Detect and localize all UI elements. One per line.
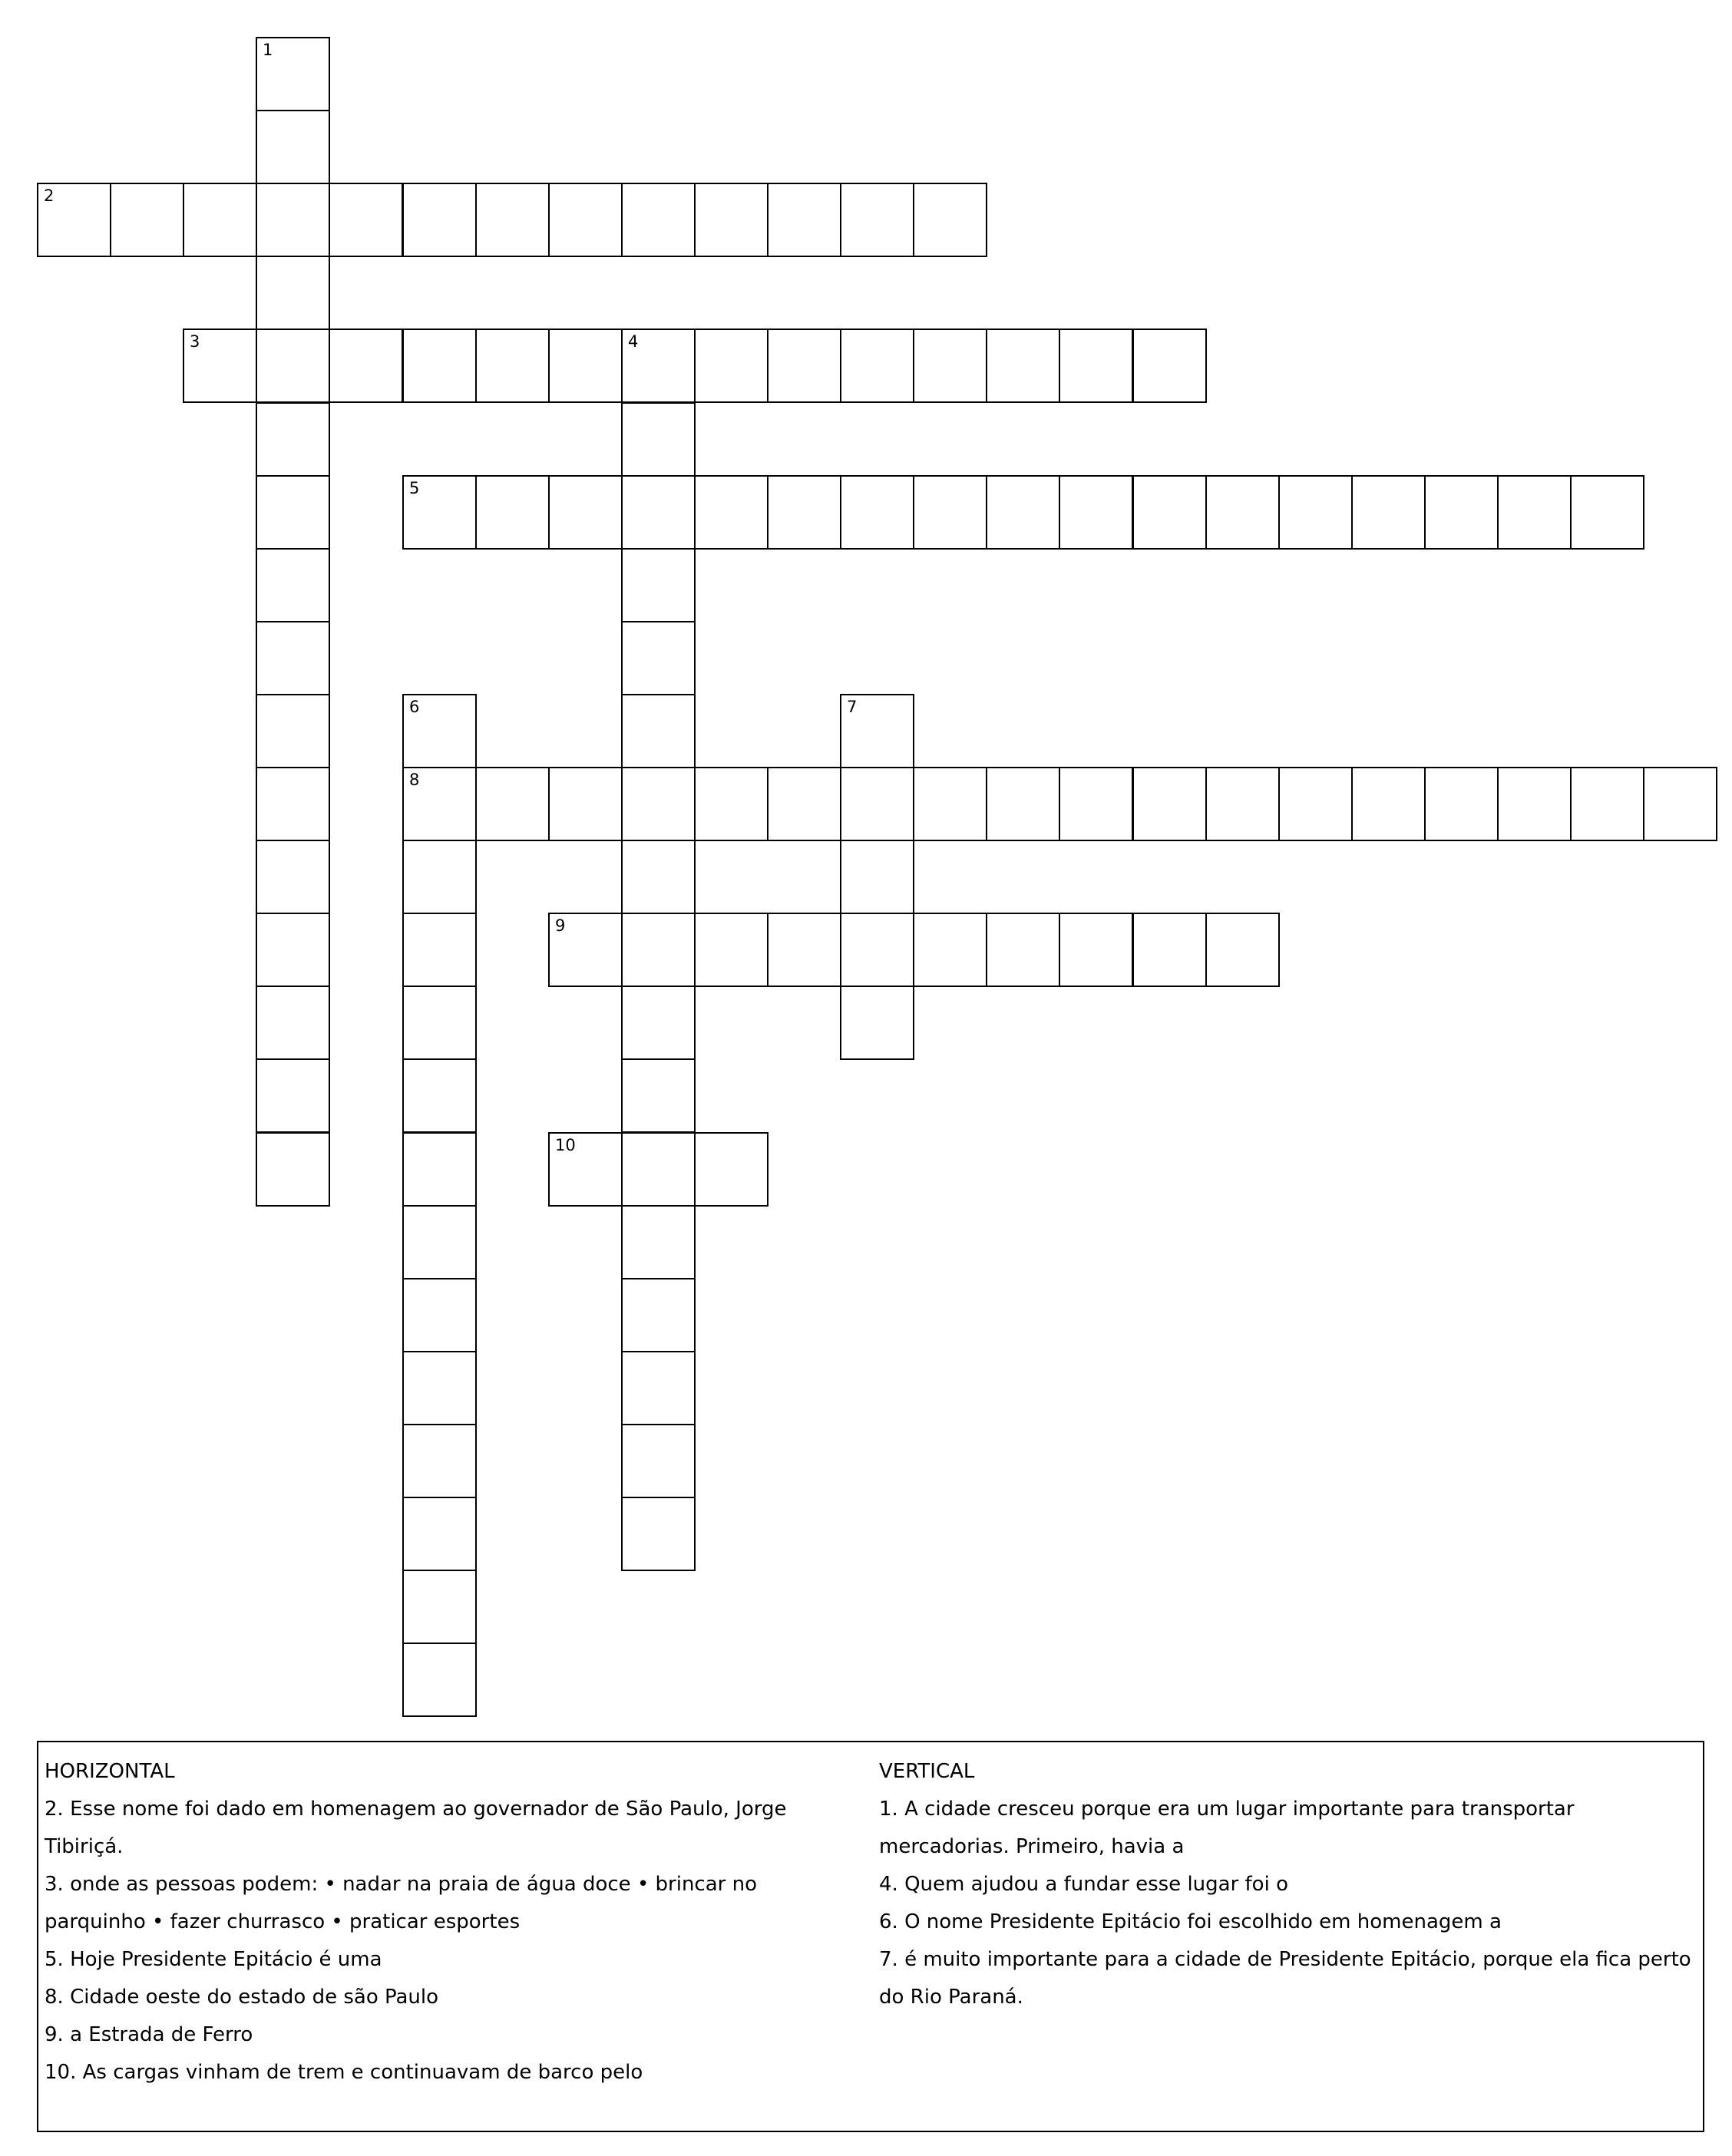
crossword-cell[interactable]	[1059, 329, 1133, 403]
crossword-cell[interactable]	[110, 183, 184, 257]
crossword-cell[interactable]	[402, 329, 477, 403]
crossword-cell[interactable]	[767, 475, 841, 550]
crossword-cell[interactable]	[329, 329, 403, 403]
crossword-cell[interactable]	[621, 329, 696, 403]
crossword-cell[interactable]	[1059, 913, 1133, 987]
crossword-cell[interactable]	[329, 183, 403, 257]
crossword-cell[interactable]	[402, 1132, 477, 1207]
crossword-cell[interactable]	[1278, 767, 1353, 841]
crossword-cell[interactable]	[913, 329, 987, 403]
crossword-cell[interactable]	[256, 110, 330, 184]
crossword-cell[interactable]	[402, 1570, 477, 1644]
clues-box	[37, 1741, 1704, 2132]
crossword-cell[interactable]	[1132, 913, 1207, 987]
crossword-cell[interactable]	[1205, 767, 1280, 841]
crossword-cell[interactable]	[986, 767, 1060, 841]
crossword-cell[interactable]	[840, 986, 914, 1060]
crossword-cell[interactable]	[256, 548, 330, 622]
crossword-cell[interactable]	[1424, 475, 1499, 550]
clue-number: 8	[409, 771, 420, 789]
crossword-cell[interactable]	[1278, 475, 1353, 550]
crossword-cell[interactable]	[402, 1424, 477, 1498]
crossword-cell[interactable]	[840, 767, 914, 841]
crossword-cell[interactable]	[913, 475, 987, 550]
crossword-cell[interactable]	[840, 913, 914, 987]
crossword-cell[interactable]	[840, 183, 914, 257]
crossword-cell[interactable]	[256, 1132, 330, 1207]
crossword-cell[interactable]	[402, 183, 477, 257]
crossword-cell[interactable]	[694, 183, 768, 257]
crossword-cell[interactable]	[913, 183, 987, 257]
crossword-cell[interactable]	[621, 1351, 696, 1425]
crossword-cell[interactable]	[256, 1058, 330, 1133]
crossword-cell[interactable]	[256, 475, 330, 550]
crossword-cell[interactable]	[256, 621, 330, 695]
crossword-cell[interactable]	[256, 329, 330, 403]
crossword-cell[interactable]	[1059, 475, 1133, 550]
crossword-cell[interactable]	[1351, 767, 1426, 841]
crossword-cell[interactable]	[402, 986, 477, 1060]
crossword-cell[interactable]	[621, 1205, 696, 1279]
clue-number: 2	[44, 187, 55, 205]
crossword-cell[interactable]	[475, 767, 550, 841]
crossword-cell[interactable]	[183, 329, 257, 403]
crossword-cell[interactable]	[1132, 329, 1207, 403]
crossword-cell[interactable]	[840, 329, 914, 403]
clue-number: 3	[190, 332, 200, 351]
crossword-cell[interactable]	[621, 402, 696, 477]
crossword-cell[interactable]	[402, 1351, 477, 1425]
horizontal-title: HORIZONTAL	[45, 1760, 175, 1783]
crossword-cell[interactable]	[402, 1278, 477, 1352]
crossword-cell[interactable]	[621, 475, 696, 550]
crossword-cell[interactable]	[621, 183, 696, 257]
crossword-cell[interactable]	[621, 694, 696, 768]
clue-number: 10	[555, 1136, 576, 1154]
crossword-cell[interactable]	[256, 256, 330, 330]
crossword-cell[interactable]	[913, 767, 987, 841]
crossword-cell[interactable]	[256, 913, 330, 987]
clue-horizontal-9: 9. a Estrada de Ferro	[45, 2023, 253, 2046]
crossword-cell[interactable]	[1059, 767, 1133, 841]
crossword-cell[interactable]	[1205, 913, 1280, 987]
clue-number: 9	[555, 916, 566, 935]
clue-number: 6	[409, 698, 420, 716]
crossword-cell[interactable]	[621, 548, 696, 622]
crossword-cell[interactable]	[548, 913, 623, 987]
crossword-cell[interactable]	[402, 475, 477, 550]
vertical-title: VERTICAL	[879, 1760, 975, 1783]
crossword-cell[interactable]	[1497, 475, 1572, 550]
crossword-cell[interactable]	[548, 767, 623, 841]
crossword-cell[interactable]	[402, 913, 477, 987]
crossword-cell[interactable]	[986, 475, 1060, 550]
horizontal-clues	[45, 1753, 851, 2092]
clue-number: 7	[847, 698, 858, 716]
crossword-cell[interactable]	[621, 1497, 696, 1571]
crossword-cell[interactable]	[1205, 475, 1280, 550]
clue-number: 4	[628, 332, 639, 351]
crossword-cell[interactable]	[840, 475, 914, 550]
crossword-cell[interactable]	[840, 694, 914, 768]
crossword-cell[interactable]	[256, 402, 330, 477]
crossword-cell[interactable]	[621, 1132, 696, 1207]
crossword-cell[interactable]	[256, 694, 330, 768]
clue-vertical-1: 1. A cidade cresceu porque era um lugar importante para transportar mercadorias. Primeiro, havia a	[879, 1798, 1575, 1858]
crossword-cell[interactable]	[548, 475, 623, 550]
crossword-cell[interactable]	[767, 183, 841, 257]
clue-horizontal-10: 10. As cargas vinham de trem e continuavam de barco pelo	[45, 2061, 643, 2084]
crossword-cell[interactable]	[840, 840, 914, 914]
crossword-cell[interactable]	[621, 621, 696, 695]
crossword-cell[interactable]	[1570, 475, 1644, 550]
crossword-cell[interactable]	[475, 329, 550, 403]
crossword-cell[interactable]	[913, 913, 987, 987]
clue-number: 5	[409, 479, 420, 497]
crossword-cell[interactable]	[256, 183, 330, 257]
crossword-cell[interactable]	[402, 1205, 477, 1279]
crossword-cell[interactable]	[183, 183, 257, 257]
clue-vertical-7: 7. é muito importante para a cidade de Presidente Epitácio, porque ela fica perto do Rio Paraná.	[879, 1948, 1691, 2009]
crossword-cell[interactable]	[694, 1132, 768, 1207]
clue-horizontal-2: 2. Esse nome foi dado em homenagem ao governador de São Paulo, Jorge Tibiriçá.	[45, 1798, 787, 1858]
crossword-cell[interactable]	[1497, 767, 1572, 841]
crossword-cell[interactable]	[402, 767, 477, 841]
clue-vertical-4: 4. Quem ajudou a fundar esse lugar foi o	[879, 1873, 1288, 1896]
crossword-cell[interactable]	[402, 1058, 477, 1133]
crossword-cell[interactable]	[548, 329, 623, 403]
crossword-cell[interactable]	[1351, 475, 1426, 550]
crossword-cell[interactable]	[475, 183, 550, 257]
crossword-cell[interactable]	[694, 767, 768, 841]
crossword-cell[interactable]	[767, 329, 841, 403]
clue-horizontal-8: 8. Cidade oeste do estado de são Paulo	[45, 1986, 439, 2009]
crossword-cell[interactable]	[621, 840, 696, 914]
crossword-cell[interactable]	[548, 1132, 623, 1207]
clue-horizontal-5: 5. Hoje Presidente Epitácio é uma	[45, 1948, 382, 1971]
crossword-cell[interactable]	[986, 913, 1060, 987]
crossword-cell[interactable]	[402, 694, 477, 768]
crossword-cell[interactable]	[621, 1424, 696, 1498]
crossword-cell[interactable]	[37, 183, 111, 257]
crossword-cell[interactable]	[402, 1643, 477, 1717]
crossword-cell[interactable]	[986, 329, 1060, 403]
crossword-cell[interactable]	[256, 840, 330, 914]
crossword-cell[interactable]	[256, 986, 330, 1060]
crossword-cell[interactable]	[402, 840, 477, 914]
clue-horizontal-3: 3. onde as pessoas podem: • nadar na praia de água doce • brincar no parquinho • fazer churrasco • praticar esportes	[45, 1873, 758, 1933]
crossword-cell[interactable]	[1570, 767, 1644, 841]
crossword-cell[interactable]	[621, 1058, 696, 1133]
crossword-cell[interactable]	[694, 913, 768, 987]
crossword-cell[interactable]	[475, 475, 550, 550]
crossword-cell[interactable]	[767, 767, 841, 841]
crossword-cell[interactable]	[621, 986, 696, 1060]
crossword-cell[interactable]	[694, 475, 768, 550]
crossword-cell[interactable]	[1424, 767, 1499, 841]
crossword-cell[interactable]	[1132, 475, 1207, 550]
vertical-clues	[879, 1753, 1693, 2016]
crossword-cell[interactable]	[621, 1278, 696, 1352]
crossword-cell[interactable]	[621, 913, 696, 987]
crossword-cell[interactable]	[1643, 767, 1717, 841]
crossword-cell[interactable]	[402, 1497, 477, 1571]
crossword-cell[interactable]	[256, 767, 330, 841]
crossword-cell[interactable]	[767, 913, 841, 987]
crossword-cell[interactable]	[621, 767, 696, 841]
crossword-cell[interactable]	[256, 37, 330, 111]
clue-number: 1	[263, 41, 273, 59]
clue-vertical-6: 6. O nome Presidente Epitácio foi escolhido em homenagem a	[879, 1910, 1502, 1933]
crossword-cell[interactable]	[548, 183, 623, 257]
crossword-cell[interactable]	[694, 329, 768, 403]
crossword-cell[interactable]	[1132, 767, 1207, 841]
